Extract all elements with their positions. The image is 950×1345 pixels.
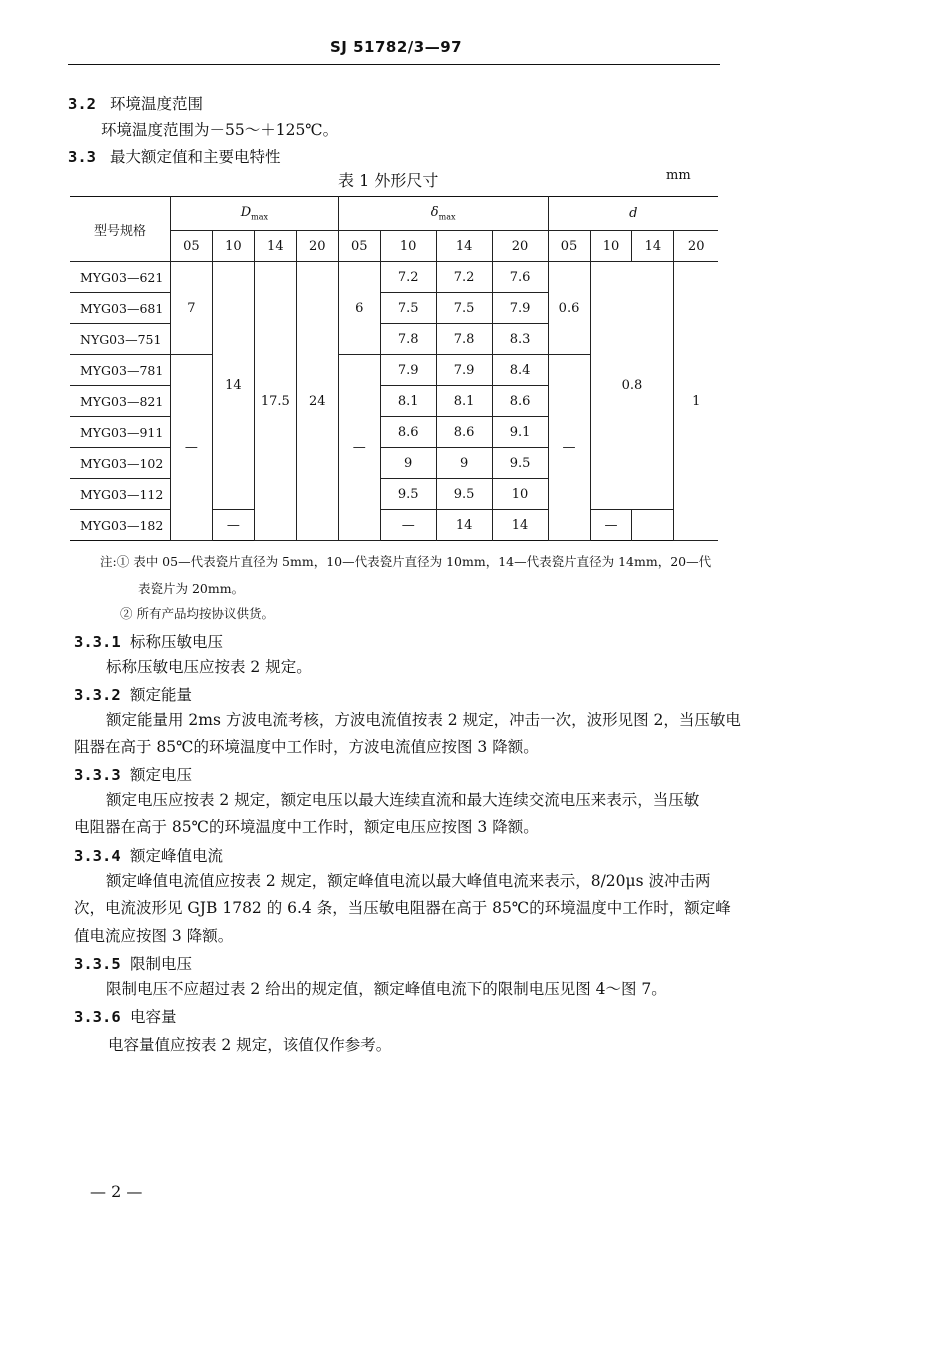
section-number: 3.3.3	[74, 766, 121, 784]
D10-cell: 14	[212, 262, 254, 510]
delta14-cell: 7.5	[436, 293, 492, 324]
size-header: 14	[436, 231, 492, 262]
size-header: 10	[590, 231, 632, 262]
section-3-3-3-heading	[74, 763, 192, 785]
section-3-3-1-body: 标称压敏电压应按表 2 规定。	[106, 658, 312, 676]
section-3-3-4-line-1: 额定峰值电流值应按表 2 规定，额定峰值电流以最大峰值电流来表示，8/20μs 波冲击两	[106, 872, 711, 890]
section-3-3-6-body: 电容量值应按表 2 规定，该值仅作参考。	[108, 1036, 392, 1054]
delta10-cell: 7.9	[380, 355, 436, 386]
section-title: 额定峰值电流	[130, 847, 224, 865]
delta14-cell: 9	[436, 448, 492, 479]
table-row	[70, 262, 718, 293]
size-header: 05	[338, 231, 380, 262]
section-number: 3.3.5	[74, 955, 121, 973]
delta20-cell: 8.4	[492, 355, 548, 386]
section-title: 最大额定值和主要电特性	[110, 148, 281, 166]
delta05-dash-cell: —	[338, 355, 380, 541]
section-3-2-body: 环境温度范围为－55～＋125℃。	[101, 121, 339, 139]
model-cell: MYG03—911	[70, 417, 170, 448]
d14-empty-cell	[632, 510, 674, 541]
section-number: 3.3.1	[74, 633, 121, 651]
table-caption: 表 1 外形尺寸	[338, 171, 439, 190]
note-1-continuation: 表瓷片为 20mm。	[138, 581, 245, 596]
section-number: 3.2	[68, 95, 96, 113]
section-3-3-2-heading	[74, 683, 192, 705]
header-rule	[68, 64, 720, 65]
table-row	[70, 510, 718, 541]
d10-dash-cell: —	[590, 510, 632, 541]
section-3-2-heading	[68, 92, 203, 114]
section-title: 额定电压	[130, 766, 193, 784]
size-header: 20	[492, 231, 548, 262]
delta20-cell: 8.6	[492, 386, 548, 417]
d10-d14-cell: 0.8	[590, 262, 674, 510]
section-number: 3.3.2	[74, 686, 121, 704]
delta20-cell: 7.6	[492, 262, 548, 293]
d05-cell: 0.6	[548, 262, 590, 355]
delta20-cell: 9.1	[492, 417, 548, 448]
note-1-label: 注:①	[100, 554, 130, 569]
section-number: 3.3.4	[74, 847, 121, 865]
D14-cell: 17.5	[254, 262, 296, 541]
size-header: 20	[296, 231, 338, 262]
section-3-3-4-heading	[74, 844, 223, 866]
section-number: 3.3.6	[74, 1008, 121, 1026]
delta20-cell: 7.9	[492, 293, 548, 324]
D10-dash-cell: —	[212, 510, 254, 541]
section-3-3-heading	[68, 145, 281, 167]
d20-cell: 1	[674, 262, 718, 541]
section-number: 3.3	[68, 148, 96, 166]
delta10-cell: 7.8	[380, 324, 436, 355]
section-3-3-3-line-2: 电阻器在高于 85℃的环境温度中工作时，额定电压应按图 3 降额。	[74, 818, 539, 836]
d05-dash-cell: —	[548, 355, 590, 541]
delta14-cell: 8.6	[436, 417, 492, 448]
delta14-cell: 7.9	[436, 355, 492, 386]
note-2: ② 所有产品均按协议供货。	[120, 606, 274, 621]
delta05-cell: 6	[338, 262, 380, 355]
delta20-cell: 14	[492, 510, 548, 541]
delta10-cell: 7.5	[380, 293, 436, 324]
header-group-D: $D_{max}$	[170, 197, 338, 231]
D05-cell: 7	[170, 262, 212, 355]
delta20-cell: 8.3	[492, 324, 548, 355]
delta10-cell: 8.1	[380, 386, 436, 417]
page-number: — 2 —	[90, 1182, 143, 1201]
note-1-text: 表中 05—代表瓷片直径为 5mm，10—代表瓷片直径为 10mm，14—代表瓷片直径为 14mm，20—代	[133, 554, 712, 569]
delta20-cell: 10	[492, 479, 548, 510]
size-header: 05	[548, 231, 590, 262]
delta10-cell: 9.5	[380, 479, 436, 510]
size-header: 10	[212, 231, 254, 262]
section-title: 电容量	[130, 1008, 177, 1026]
model-cell: MYG03—821	[70, 386, 170, 417]
delta14-cell: 8.1	[436, 386, 492, 417]
section-3-3-2-line-2: 阻器在高于 85℃的环境温度中工作时，方波电流值应按图 3 降额。	[74, 738, 539, 756]
model-cell: MYG03—681	[70, 293, 170, 324]
section-title: 标称压敏电压	[130, 633, 224, 651]
size-header: 05	[170, 231, 212, 262]
size-header: 14	[632, 231, 674, 262]
section-3-3-4-line-3: 值电流应按图 3 降额。	[74, 927, 234, 945]
delta10-cell: 8.6	[380, 417, 436, 448]
delta10-cell: 7.2	[380, 262, 436, 293]
section-3-3-5-body: 限制电压不应超过表 2 给出的规定值，额定峰值电流下的限制电压见图 4～图 7。	[106, 980, 667, 998]
model-cell: NYG03—751	[70, 324, 170, 355]
table-unit: mm	[666, 168, 691, 183]
section-3-3-4-line-2: 次，电流波形见 GJB 1782 的 6.4 条，当压敏电阻器在高于 85℃的环境温度中工作时，额定峰	[74, 899, 731, 917]
model-cell: MYG03—781	[70, 355, 170, 386]
delta14-cell: 7.2	[436, 262, 492, 293]
section-3-3-3-line-1: 额定电压应按表 2 规定，额定电压以最大连续直流和最大连续交流电压来表示，当压敏	[106, 791, 700, 809]
document-number: SJ 51782/3—97	[330, 38, 463, 56]
note-1	[100, 552, 711, 570]
delta14-cell: 7.8	[436, 324, 492, 355]
section-title: 额定能量	[130, 686, 193, 704]
header-group-d: d	[548, 197, 718, 231]
section-3-3-1-heading	[74, 630, 223, 652]
section-3-3-5-heading	[74, 952, 192, 974]
delta14-cell: 14	[436, 510, 492, 541]
model-cell: MYG03—102	[70, 448, 170, 479]
model-cell: MYG03—182	[70, 510, 170, 541]
D20-cell: 24	[296, 262, 338, 541]
D05-dash-cell: —	[170, 355, 212, 541]
model-cell: MYG03—621	[70, 262, 170, 293]
header-model: 型号规格	[70, 197, 170, 262]
dimensions-table	[70, 196, 718, 541]
delta10-cell: —	[380, 510, 436, 541]
section-title: 环境温度范围	[110, 95, 204, 113]
size-header: 10	[380, 231, 436, 262]
section-3-3-2-line-1: 额定能量用 2ms 方波电流考核，方波电流值按表 2 规定，冲击一次，波形见图 2，当压敏电	[106, 711, 741, 729]
delta14-cell: 9.5	[436, 479, 492, 510]
size-header: 20	[674, 231, 718, 262]
size-header: 14	[254, 231, 296, 262]
section-3-3-6-heading	[74, 1005, 177, 1027]
header-group-delta: $\delta_{max}$	[338, 197, 548, 231]
delta10-cell: 9	[380, 448, 436, 479]
section-title: 限制电压	[130, 955, 193, 973]
delta20-cell: 9.5	[492, 448, 548, 479]
model-cell: MYG03—112	[70, 479, 170, 510]
